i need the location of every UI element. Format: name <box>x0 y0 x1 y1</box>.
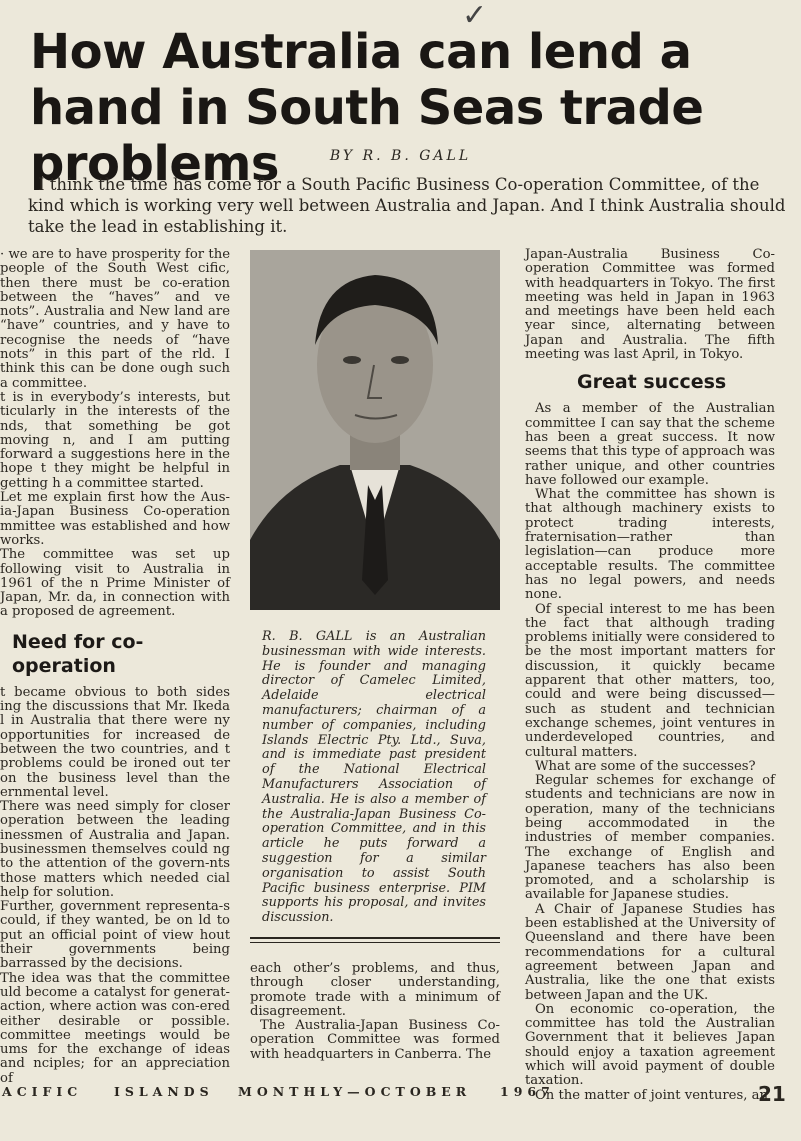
byline: BY R. B. GALL <box>329 148 472 164</box>
paragraph: The Australia-Japan Business Co-operation Committee was formed with headquarters in Canberra. The <box>250 1018 500 1062</box>
paragraph: There was need simply for closer operation between the leading inessmen of Australia and Japan. businessmen themselves could ng to the attention of the govern-nts those matters which needed cial help for solution. <box>0 799 230 900</box>
author-portrait-photo <box>250 250 500 610</box>
divider-rule <box>250 942 500 943</box>
paragraph: The committee was set up following visit to Australia in 1961 of the n Prime Minister of Japan, Mr. da, in connection with a proposed de agreement. <box>0 547 230 620</box>
intro-paragraph: I think the time has come for a South Pacific Business Co-operation Committee, of the kind which is working very well between Australia and Japan. And I think Australia should take the lead in establishing it. <box>28 175 786 236</box>
paragraph: · we are to have prosperity for the people of the South West cific, then there must be co-eration between the “haves” and ve nots”. Australia and New land are “have” countries, and y have to recognise the needs of “have nots” in this part of the rld. I think this can be done ough such a committee. <box>0 247 230 391</box>
paragraph: The idea was that the committee uld become a catalyst for generat-action, where action was con-ered either desirable or possible. committee meetings would be ums for the exchange of ideas and nciples; for an appreciation of <box>0 970 230 1086</box>
column-left <box>0 247 230 1086</box>
paragraph: What are some of the successes? <box>535 758 756 774</box>
page-number: 21 <box>758 1082 786 1106</box>
portrait-silhouette-icon <box>250 250 500 610</box>
paragraph: On the matter of joint ventures, an <box>535 1087 768 1103</box>
paragraph: Let me explain first how the Aus-ia-Japan Business Co-operation mmittee was established and how works. <box>0 490 230 548</box>
headline: How Australia can lend a hand in South Seas trade problems <box>30 24 704 192</box>
footer-publication-part: MONTHLY—OCTOBER <box>238 1084 472 1099</box>
paragraph: What the committee has shown is that although machinery exists to protect trading interests, fraternisation—rather than legislation—can produce more acceptable results. The committee has no legal powers, and needs none. <box>525 487 775 603</box>
paragraph: On economic co-operation, the committee has told the Australian Government that it believes Japan should enjoy a taxation agreement which will avoid payment of double taxation. <box>525 1001 775 1089</box>
paragraph: each other’s problems, and thus, through closer understanding, promote trade with a minimum of disagreement. <box>250 961 500 1019</box>
paragraph: Regular schemes for exchange of students and technicians are now in operation, many of the technicians being accommodated in the industries of member companies. The exchange of English and Japanese teachers has also been promoted, and a scholarship is available for Japanese studies. <box>525 773 775 903</box>
footer-publication-part: ACIFIC <box>2 1084 83 1099</box>
divider-rule <box>250 937 500 939</box>
paragraph: t is in everybody’s interests, but ticularly in the interests of the nds, that something be got moving n, and I am putting forward a suggestions here in the hope t they might be helpful in getting h a committee started. <box>0 389 230 491</box>
paragraph: Of special interest to me has been the fact that although trading problems initially were considered to be the most important matters for discussion, it quickly became apparent that other matters, too, could and were being discussed—such as student and technician exchange schemes, joint ventures in underdeveloped countries, and cultural matters. <box>525 601 775 760</box>
handwritten-check-mark-icon: ✓ <box>462 0 488 33</box>
paragraph: t became obvious to both sides ing the discussions that Mr. Ikeda l in Australia that there were ny opportunities for increased de between the two countries, and t problems could be ironed out ter on the business level than the ernmental level. <box>0 684 230 800</box>
paragraph: As a member of the Australian committee I can say that the scheme has been a great success. It now seems that this type of approach was rather unique, and other countries have followed our example. <box>525 401 775 488</box>
page-footer <box>0 1082 801 1104</box>
paragraph: A Chair of Japanese Studies has been established at the University of Queensland and there have been recommendations for a cultural agreement between Japan and Australia, like the one that exists between Japan and the UK. <box>525 901 775 1003</box>
footer-year: 1967 <box>500 1084 555 1099</box>
column-middle <box>250 962 500 1072</box>
author-caption: R. B. GALL is an Australian businessman with wide interests. He is founder and managing director of Camelec Limited, Adelaide electrical manufacturers; chairman of a number of companies, including Islands Electric Pty. Ltd., Suva, and is immediate past president of the National Electrical Manufacturers Association of Australia. He is also a member of the Australia-Japan Business Co-operation Committee, and in this article he puts forward a suggestion for a similar organisation to assist South Pacific business enterprise. PIM supports his proposal, and invites discussion. <box>262 629 486 926</box>
subheading-great-success: Great success <box>577 371 727 394</box>
subheading-need-for-co-operation: Need for co-operation <box>12 630 144 677</box>
paragraph: Japan-Australia Business Co-operation Committee was formed with headquarters in Tokyo. The first meeting was held in Japan in 1963 and meetings have been held each year since, alternating between Japan and Australia. The fifth meeting was last April, in Tokyo. <box>525 247 775 363</box>
paragraph: Further, government representa-s could, if they wanted, be on ld to put an official point of view hout their governments being barrassed by the decisions. <box>0 899 230 972</box>
footer-publication-part: ISLANDS <box>114 1084 214 1099</box>
